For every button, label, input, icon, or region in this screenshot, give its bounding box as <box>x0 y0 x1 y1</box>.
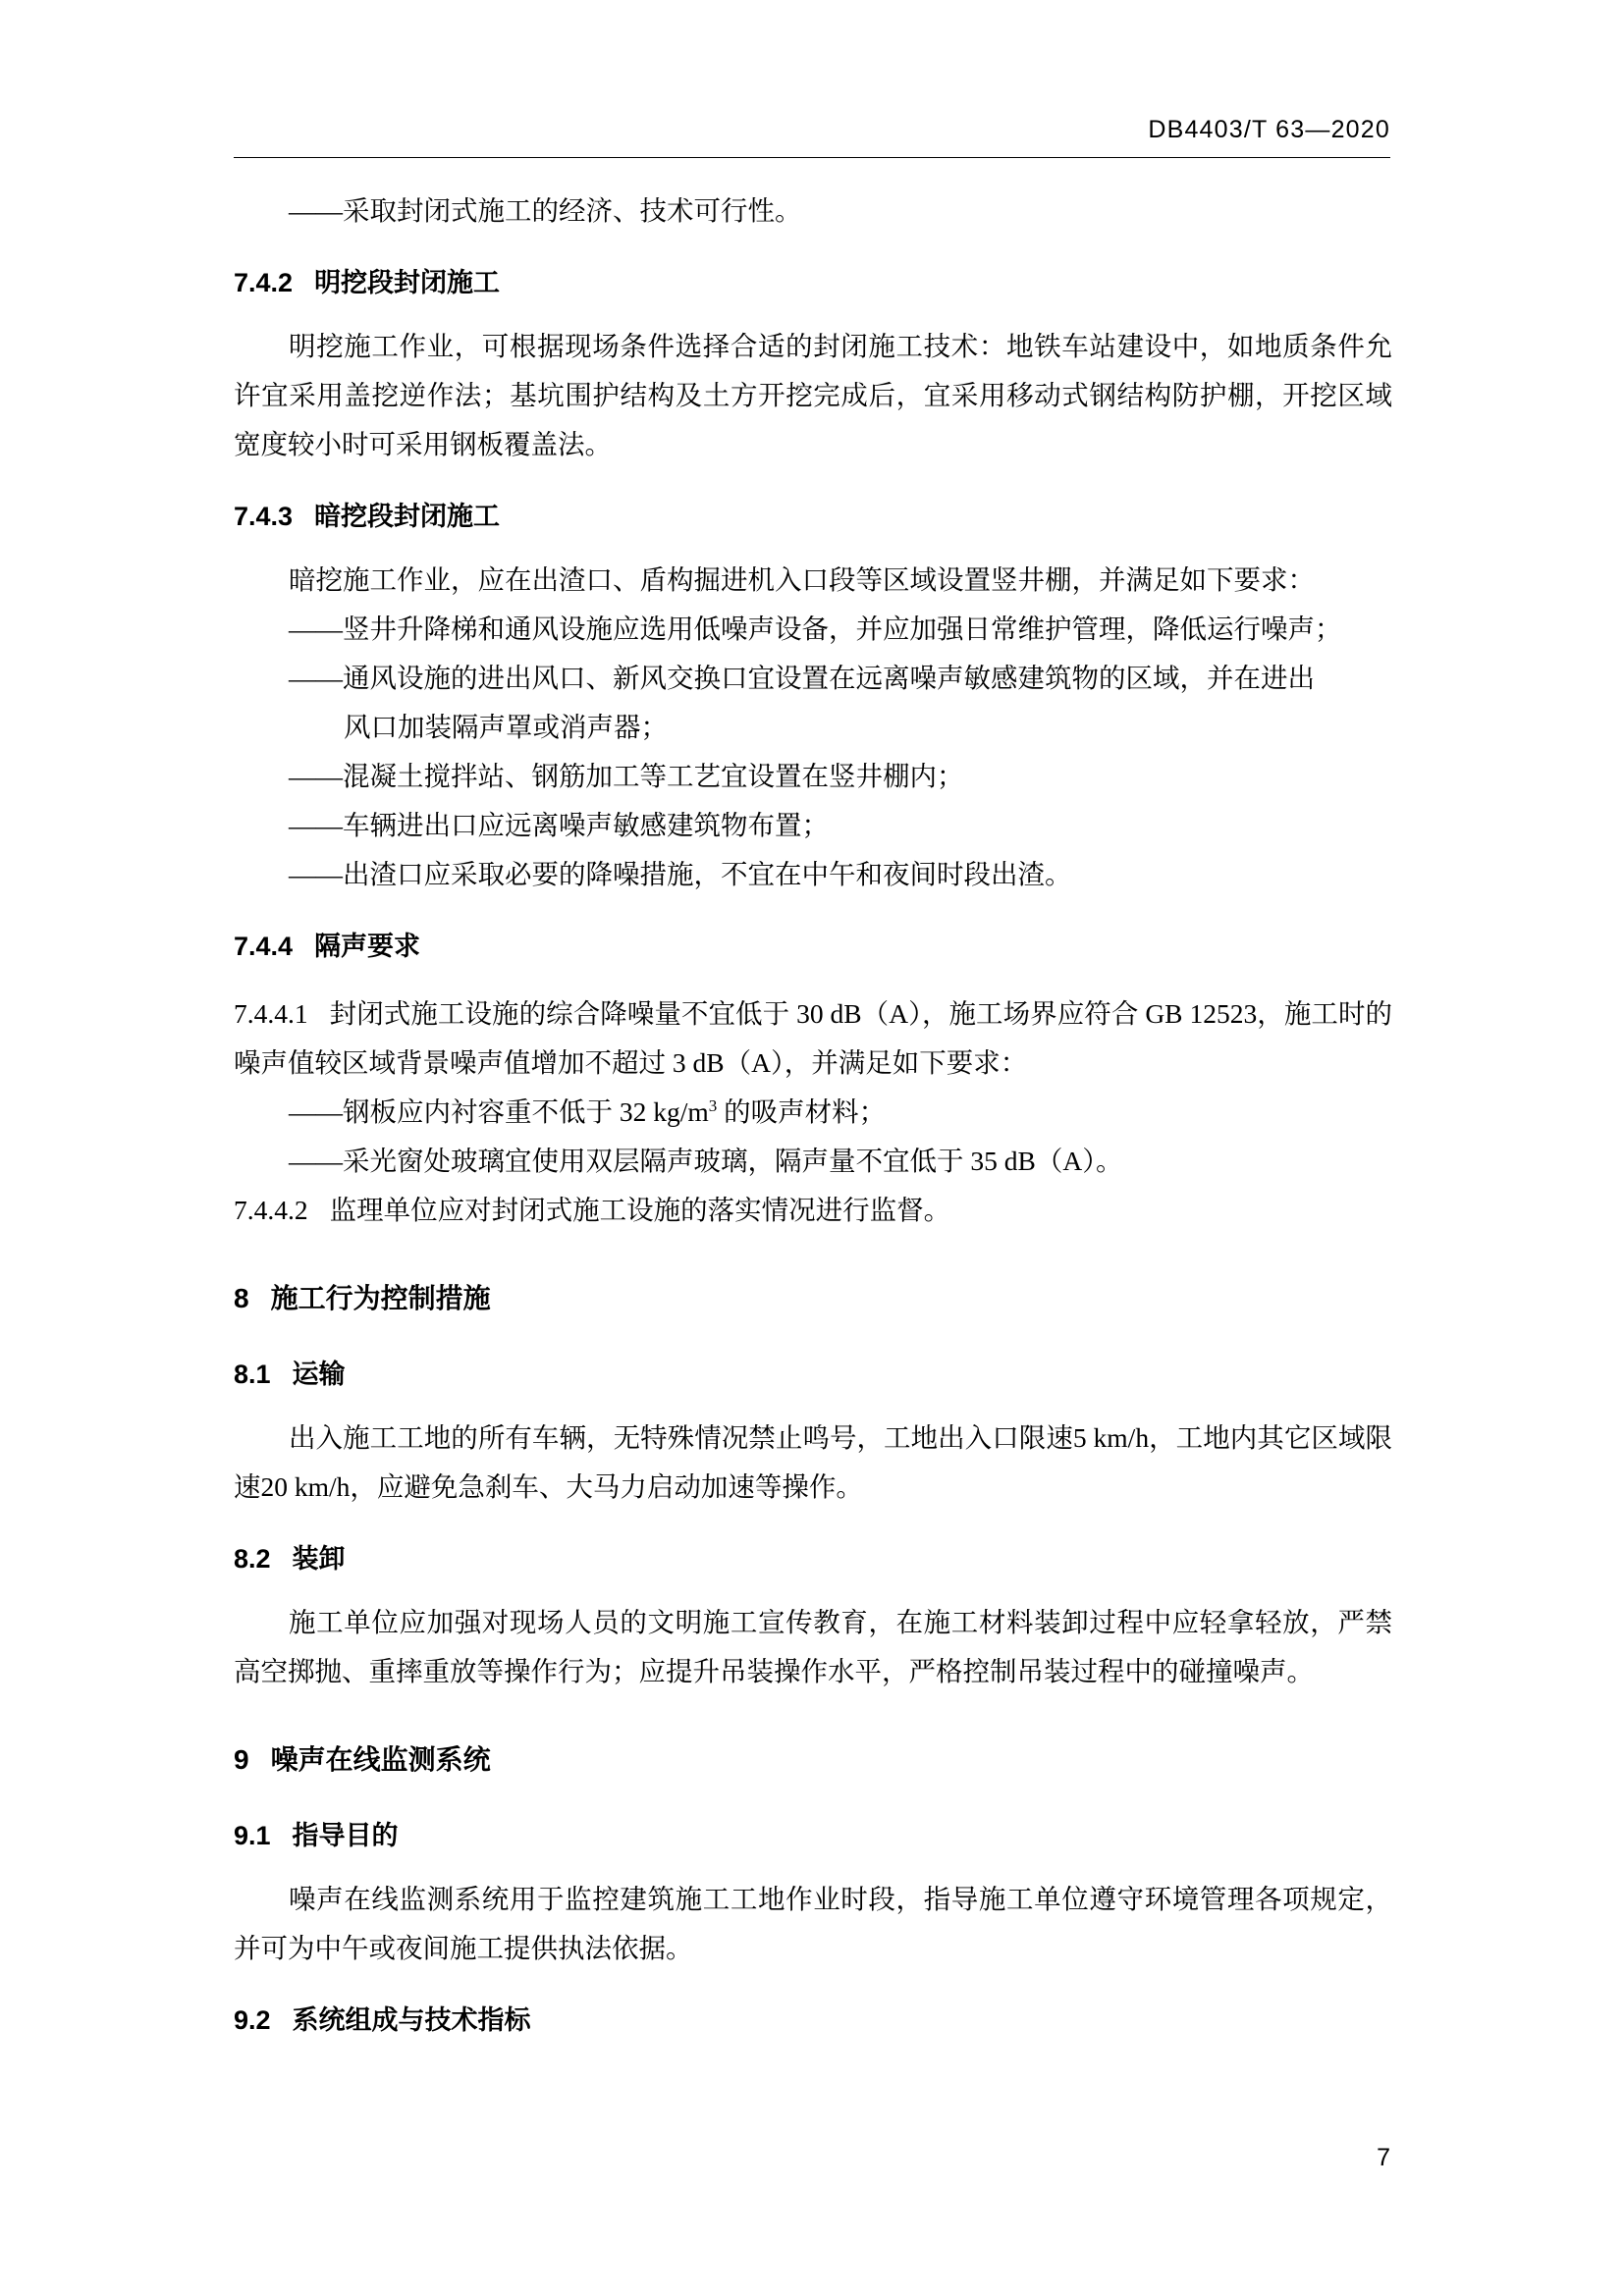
heading-8-2-title: 装卸 <box>292 1544 346 1574</box>
heading-7-4-4 <box>234 923 1392 970</box>
document-content <box>234 187 1392 2044</box>
list-item: ——车辆进出口应远离噪声敏感建筑物布置； <box>289 810 829 840</box>
heading-9-1-title: 指导目的 <box>292 1821 399 1850</box>
heading-7-4-2-number: 7.4.2 <box>234 268 294 297</box>
standard-id: DB4403/T 63—2020 <box>1148 116 1390 143</box>
heading-8-2-number: 8.2 <box>234 1544 271 1574</box>
heading-8-1-title: 运输 <box>292 1360 346 1389</box>
paragraph-7-4-2: 明挖施工作业，可根据现场条件选择合适的封闭施工技术：地铁车站建设中，如地质条件允许宜采用盖挖逆作法；基坑围护结构及土方开挖完成后，宜采用移动式钢结构防护棚，开挖区域宽度较小时可采用钢板覆盖法。 <box>234 331 1392 459</box>
heading-9-1-number: 9.1 <box>234 1821 271 1850</box>
clause-7-4-4-1-number: 7.4.4.1 <box>234 998 308 1029</box>
list-item-continuation: 风口加装隔声罩或消声器； <box>344 712 668 742</box>
heading-8-1 <box>234 1351 1392 1398</box>
list-item: ——通风设施的进出风口、新风交换口宜设置在远离噪声敏感建筑物的区域，并在进出 <box>289 663 1315 693</box>
paragraph-8-1: 出入施工工地的所有车辆，无特殊情况禁止鸣号，工地出入口限速5 km/h，工地内其它区域限速20 km/h，应避免急刹车、大马力启动加速等操作。 <box>234 1422 1392 1502</box>
heading-9-2 <box>234 1997 1392 2044</box>
heading-7-4-2-title: 明挖段封闭施工 <box>314 268 501 297</box>
heading-8-title: 施工行为控制措施 <box>270 1283 491 1313</box>
list-item: ——出渣口应采取必要的降噪措施，不宜在中午和夜间时段出渣。 <box>289 859 1072 889</box>
clause-7-4-4-2-text: 监理单位应对封闭式施工设施的落实情况进行监督。 <box>329 1195 951 1225</box>
heading-8-2 <box>234 1535 1392 1582</box>
unit-exponent: 3 <box>708 1095 718 1115</box>
paragraph-9-1: 噪声在线监测系统用于监控建筑施工工地作业时段，指导施工单位遵守环境管理各项规定，并可为中午或夜间施工提供执法依据。 <box>234 1884 1392 1963</box>
header-divider <box>234 157 1390 158</box>
heading-8-number: 8 <box>234 1283 249 1313</box>
heading-7-4-4-number: 7.4.4 <box>234 932 294 961</box>
heading-9-2-title: 系统组成与技术指标 <box>292 2005 531 2035</box>
list-item <box>234 1088 1392 1137</box>
heading-7-4-2 <box>234 259 1392 306</box>
list-item: ——采光窗处玻璃宜使用双层隔声玻璃，隔声量不宜低于 35 dB（A）。 <box>289 1146 1123 1176</box>
heading-7-4-4-title: 隔声要求 <box>314 932 421 961</box>
heading-8 <box>234 1274 1392 1323</box>
list-item-text-tail: 的吸声材料； <box>717 1096 887 1127</box>
heading-8-1-number: 8.1 <box>234 1360 271 1389</box>
list-item: ——竖井升降梯和通风设施应选用低噪声设备，并应加强日常维护管理，降低运行噪声； <box>289 614 1342 644</box>
heading-7-4-3 <box>234 493 1392 540</box>
heading-7-4-3-title: 暗挖段封闭施工 <box>314 502 501 531</box>
heading-9 <box>234 1735 1392 1785</box>
paragraph-7-4-3: 暗挖施工作业，应在出渣口、盾构掘进机入口段等区域设置竖井棚，并满足如下要求： <box>289 564 1315 595</box>
page-header <box>0 116 1624 144</box>
heading-9-1 <box>234 1812 1392 1859</box>
lead-dash-item: ——采取封闭式施工的经济、技术可行性。 <box>289 195 802 226</box>
list-item: ——混凝土搅拌站、钢筋加工等工艺宜设置在竖井棚内； <box>289 761 964 791</box>
clause-7-4-4-1-text: 封闭式施工设施的综合降噪量不宜低于 30 dB（A），施工场界应符合 GB 12523，施工时的噪声值较区域背景噪声值增加不超过 3 dB（A），并满足如下要求： <box>234 998 1392 1078</box>
clause-7-4-4-1 <box>234 989 1392 1088</box>
list-item-text: ——钢板应内衬容重不低于 32 kg/m <box>289 1096 709 1127</box>
heading-9-number: 9 <box>234 1744 249 1775</box>
heading-7-4-3-number: 7.4.3 <box>234 502 294 531</box>
clause-7-4-4-2-number: 7.4.4.2 <box>234 1195 308 1225</box>
heading-9-2-number: 9.2 <box>234 2005 271 2035</box>
paragraph-8-2: 施工单位应加强对现场人员的文明施工宣传教育，在施工材料装卸过程中应轻拿轻放，严禁高空掷抛、重摔重放等操作行为；应提升吊装操作水平，严格控制吊装过程中的碰撞噪声。 <box>234 1607 1392 1686</box>
heading-9-title: 噪声在线监测系统 <box>270 1744 491 1775</box>
clause-7-4-4-2 <box>234 1186 1392 1235</box>
page-number: 7 <box>1377 2144 1390 2171</box>
